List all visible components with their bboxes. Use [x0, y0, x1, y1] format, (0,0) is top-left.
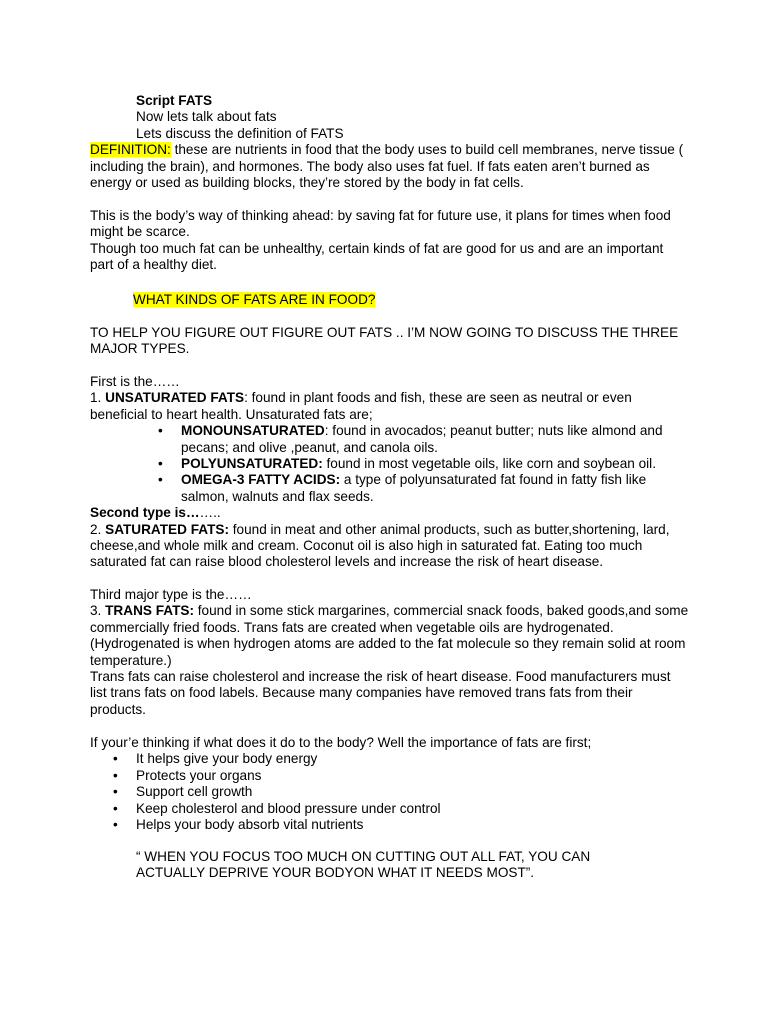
paragraph-healthy-diet: Though too much fat can be unhealthy, certain kinds of fat are good for us and are an important part of a healthy diet. [90, 240, 664, 273]
unsaturated-list [90, 423, 690, 505]
list-item: • Protects your organs [90, 768, 690, 784]
list-item: • OMEGA-3 FATTY ACIDS: a type of polyunsaturated fat found in fatty fish like salmon, walnuts and flax seeds. [90, 472, 690, 505]
types-intro: TO HELP YOU FIGURE OUT FIGURE OUT FATS .. I’M NOW GOING TO DISCUSS THE THREE MAJOR TYPES. [90, 325, 679, 357]
body-paragraphs [90, 208, 690, 274]
saturated-paragraph: 2. SATURATED FATS: found in meat and other animal products, such as butter,shortening, lard, cheese,and whole milk and cream. Coconut oil is also high in saturated fat. Eating too much saturated fat can raise blood cholesterol levels and increase the risk of heart disease. [90, 521, 670, 570]
intro-line-2: Lets discuss the definition of FATS [136, 125, 344, 141]
third-type-line: Third major type is the…… [90, 587, 252, 602]
list-item: • Keep cholesterol and blood pressure under control [90, 801, 690, 817]
script-header [90, 93, 690, 191]
list-item: • MONOUNSATURATED: found in avocados; peanut butter; nuts like almond and pecans; and olive ,peanut, and canola oils. [90, 423, 690, 456]
importance-list [90, 751, 690, 833]
closing-quote: “ WHEN YOU FOCUS TOO MUCH ON CUTTING OUT ALL FAT, YOU CAN ACTUALLY DEPRIVE YOUR BODYON WHAT IT NEEDS MOST”. [136, 849, 591, 881]
trans-label: TRANS FATS: [105, 603, 194, 619]
paragraph-thinking-ahead: This is the body’s way of thinking ahead: by saving fat for future use, it plans for times when food might be scarce. [90, 208, 671, 240]
trans-extra: Trans fats can raise cholesterol and increase the risk of heart disease. Food manufacturers must list trans fats on food labels. Because many companies have removed trans fats from their products. [90, 669, 671, 717]
kinds-heading-block [90, 292, 690, 308]
definition-label: DEFINITION: [90, 142, 171, 158]
trans-section [90, 587, 690, 718]
unsaturated-section [90, 374, 690, 571]
definition-text: these are nutrients in food that the body uses to build cell membranes, nerve tissue ( including the brain), and hormones. The body also uses fat fuel. If fats eaten aren’t burned as energy or used as building blocks, they’re stored by the body in fat cells. [90, 142, 684, 191]
list-item: • Support cell growth [90, 784, 690, 800]
unsaturated-paragraph: 1. UNSATURATED FATS: found in plant foods and fish, these are seen as neutral or even beneficial to heart health. Unsaturated fats are; [90, 390, 632, 422]
first-is-line: First is the…… [90, 374, 180, 389]
intro-line-1: Now lets talk about fats [136, 109, 277, 125]
saturated-label: SATURATED FATS: [105, 521, 229, 537]
unsaturated-label: UNSATURATED FATS [105, 390, 245, 406]
trans-paragraph: 3. TRANS FATS: found in some stick margarines, commercial snack foods, baked goods,and some commercially fried foods. Trans fats are created when vegetable oils are hydrogenated. (Hydrogenated is when hydrogen atoms are added to the fat molecule so they remain solid at room temperature.) [90, 603, 689, 668]
list-item: • Helps your body absorb vital nutrients [90, 817, 690, 833]
kinds-heading: WHAT KINDS OF FATS ARE IN FOOD? [133, 292, 376, 307]
importance-section [90, 735, 690, 833]
second-type-line: Second type is…….. [90, 505, 221, 521]
importance-intro: If your’e thinking if what does it do to the body? Well the importance of fats are first; [90, 735, 592, 750]
list-item: • It helps give your body energy [90, 751, 690, 767]
list-item: • POLYUNSATURATED: found in most vegetable oils, like corn and soybean oil. [90, 456, 690, 472]
script-title: Script FATS [136, 93, 213, 108]
definition-paragraph [90, 142, 690, 191]
